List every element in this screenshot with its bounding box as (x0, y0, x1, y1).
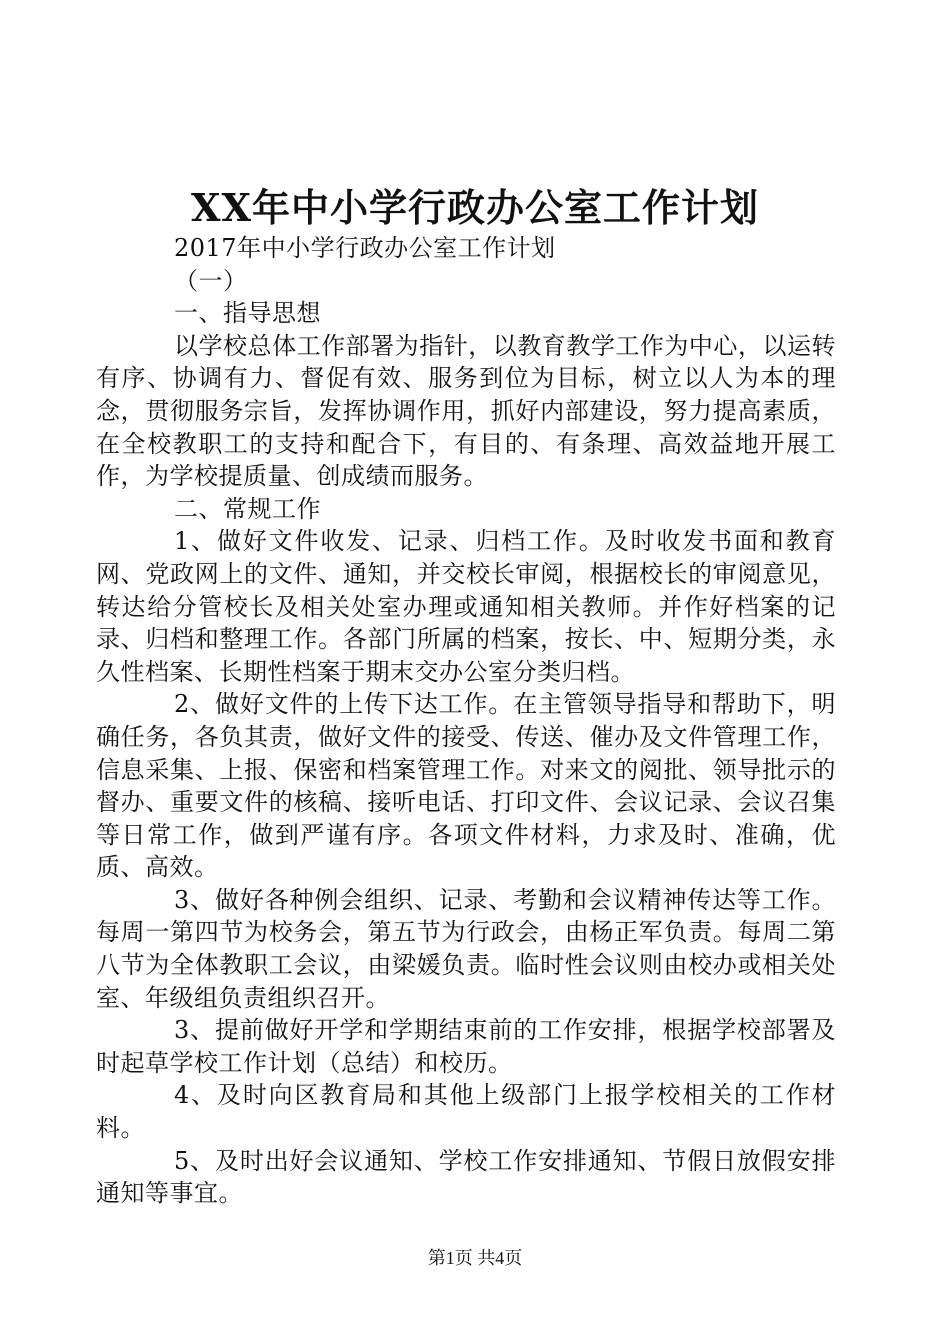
subtitle: 2017年中小学行政办公室工作计划 (174, 234, 556, 262)
paragraph: 以学校总体工作部署为指针，以教育教学工作为中心，以运转有序、协调有力、督促有效、服务到位为目标，树立以人为本的理念，贯彻服务宗旨，发挥协调作用，抓好内部建设，努力提高素质，在全校教职工的支持和配合下，有目的、有条理、高效益地开展工作，为学校提质量、创成绩而服务。 (96, 331, 836, 491)
document-title: XX年中小学行政办公室工作计划 (191, 185, 759, 230)
heading-routine-work: 二、常规工作 (174, 494, 321, 523)
section-number: （一） (174, 266, 248, 295)
paragraph: 3、做好各种例会组织、记录、考勤和会议精神传达等工作。每周一第四节为校务会，第五节为行政会，由杨正军负责。每周二第八节为全体教职工会议，由梁媛负责。临时性会议则由校办或相关处室、年级组负责组织召开。 (96, 885, 836, 1012)
paragraph: 5、及时出好会议通知、学校工作安排通知、节假日放假安排通知等事宜。 (96, 1146, 836, 1208)
paragraph: 2、做好文件的上传下达工作。在主管领导指导和帮助下，明确任务，各负其责，做好文件的接受、传送、催办及文件管理工作，信息采集、上报、保密和档案管理工作。对来文的阅批、领导批示的督办、重要文件的核稿、接听电话、打印文件、会议记录、会议召集等日常工作，做到严谨有序。各项文件材料，力求及时、准确，优质、高效。 (96, 690, 836, 882)
paragraph: 1、做好文件收发、记录、归档工作。及时收发书面和教育网、党政网上的文件、通知，并交校长审阅，根据校长的审阅意见，转达给分管校长及相关处室办理或通知相关教师。并作好档案的记录、归档和整理工作。各部门所属的档案，按长、中、短期分类，永久性档案、长期性档案于期末交办公室分类归档。 (96, 527, 836, 686)
paragraph: 4、及时向区教育局和其他上级部门上报学校相关的工作材料。 (96, 1081, 836, 1143)
document-body (96, 232, 836, 1210)
heading-guiding-thought: 一、指导思想 (174, 299, 321, 328)
page-footer: 第1页 共4页 (427, 1248, 523, 1268)
paragraph: 3、提前做好开学和学期结束前的工作安排，根据学校部署及时起草学校工作计划（总结）和校历。 (96, 1016, 836, 1077)
